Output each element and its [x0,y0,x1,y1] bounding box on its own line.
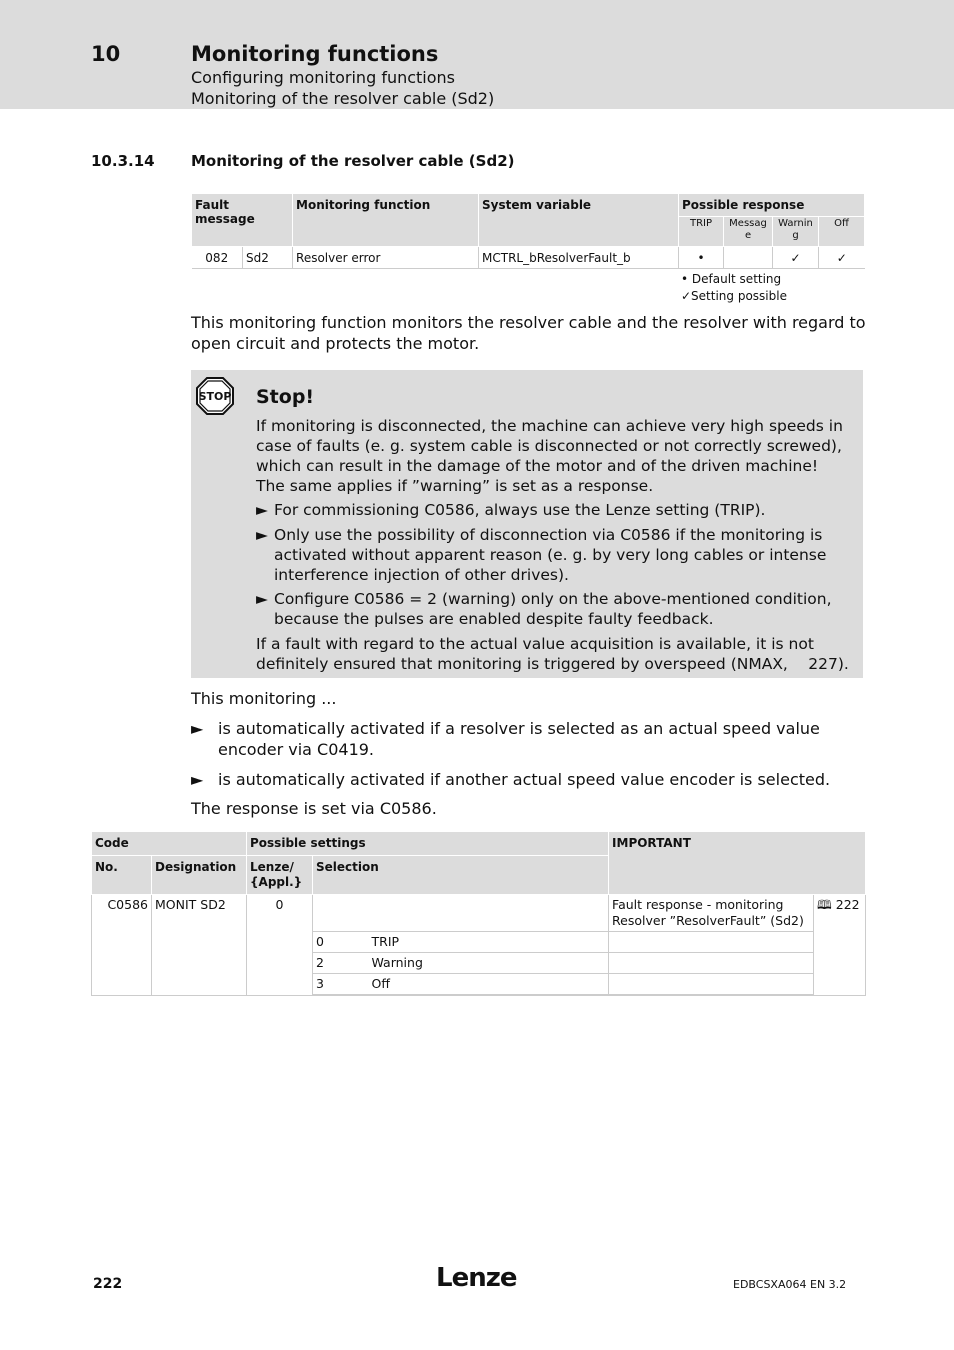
stop-icon-label: STOP [198,390,232,403]
table-row [192,247,865,269]
fault-abbr: Sd2 [243,247,293,269]
monitoring-bullet-text: is automatically activated if a resolver is selected as an actual speed value encoder via C0419. [218,719,820,759]
response-off: ✓ [819,247,865,269]
code-no: C0586 [92,895,152,996]
option-note [609,932,814,953]
response-text: The response is set via C0586. [191,799,437,818]
header-code: Code [92,832,247,856]
option-value: 2 [313,953,369,974]
header-subtitle-1: Configuring monitoring functions [191,68,456,87]
option-label: TRIP [369,932,609,953]
fault-table [191,193,865,269]
legend-default: • Default setting [681,272,782,286]
stop-text: If monitoring is disconnected, the machine can achieve very high speeds in case of faults (e. g. system cable is disconnected or not correctly screwed), which can result in the damage of the motor and of the driven machine! The same applies if ”warning” is set as a response. [256,417,843,495]
code-designation: MONIT SD2 [152,895,247,996]
chapter-title: Monitoring functions [191,42,439,66]
arrow-icon: ► [191,770,204,789]
stop-bullet-text: Configure C0586 = 2 (warning) only on the above-mentioned condition, because the pulses are enabled despite faulty feedback. [274,590,832,628]
header-selection: Selection [313,856,609,895]
stop-closing: If a fault with regard to the actual value acquisition is available, it is not definitely ensured that monitoring is triggered by overspeed (NMAX, 227). [256,635,849,673]
monitoring-bullet [191,769,861,790]
arrow-icon: ► [256,526,268,544]
header-important: IMPORTANT [609,832,866,895]
stop-bullet [256,500,851,520]
intro-text: This monitoring function monitors the resolver cable and the resolver with regard to open circuit and protects the motor. [191,313,866,353]
header-possible-response: Possible response [679,194,865,217]
section-number: 10.3.14 [91,152,155,170]
code-ref-page: 222 [835,897,860,912]
response-warning: ✓ [773,247,819,269]
code-table [91,831,866,996]
option-note [609,953,814,974]
header-fault-message: Fault message [192,194,293,247]
response-trip: • [679,247,724,269]
code-lenze: 0 [247,895,313,996]
stop-bullet-text: Only use the possibility of disconnection via C0586 if the monitoring is activated without apparent reason (e. g. by very long cables or intense interference injection of other drives). [274,526,827,584]
lenze-logo: Lenze [436,1263,517,1293]
code-important: Fault response - monitoring Resolver ”ResolverFault” (Sd2) [609,895,814,932]
table-row [92,895,866,932]
arrow-icon: ► [191,719,204,738]
header-monitoring-function: Monitoring function [293,194,479,247]
monitoring-bullet-text: is automatically activated if another actual speed value encoder is selected. [218,770,831,789]
fault-code: 082 [192,247,243,269]
stop-sign-icon [196,377,234,415]
legend [681,271,787,305]
option-label: Off [369,974,609,996]
arrow-icon: ► [256,501,268,519]
option-value: 3 [313,974,369,996]
book-icon: 🕮 [817,897,832,912]
chapter-number: 10 [91,42,121,66]
header-designation: Designation [152,856,247,895]
selection-empty [313,895,609,932]
stop-bullet [256,589,851,629]
header-message: Messag e [724,217,773,247]
option-value: 0 [313,932,369,953]
header-no: No. [92,856,152,895]
stop-bullet [256,525,851,585]
fault-variable: MCTRL_bResolverFault_b [479,247,679,269]
header-warning: Warnin g [773,217,819,247]
monitoring-bullet [191,718,861,760]
fault-function: Resolver error [293,247,479,269]
stop-bullet-text: For commissioning C0586, always use the Lenze setting (TRIP). [274,501,766,519]
header-subtitle-2: Monitoring of the resolver cable (Sd2) [191,89,495,108]
monitoring-label: This monitoring ... [191,689,337,708]
header-trip: TRIP [679,217,724,247]
response-message [724,247,773,269]
page-number: 222 [93,1276,123,1292]
header-off: Off [819,217,865,247]
section-title: Monitoring of the resolver cable (Sd2) [191,152,515,170]
arrow-icon: ► [256,590,268,608]
document-id: EDBCSXA064 EN 3.2 [733,1278,847,1291]
header-lenze: Lenze/ {Appl.} [247,856,313,895]
code-ref [814,895,866,996]
stop-title: Stop! [256,386,315,408]
option-label: Warning [369,953,609,974]
legend-possible: ✓Setting possible [681,289,787,303]
header-system-variable: System variable [479,194,679,247]
option-note [609,974,814,996]
header-possible-settings: Possible settings [247,832,609,856]
